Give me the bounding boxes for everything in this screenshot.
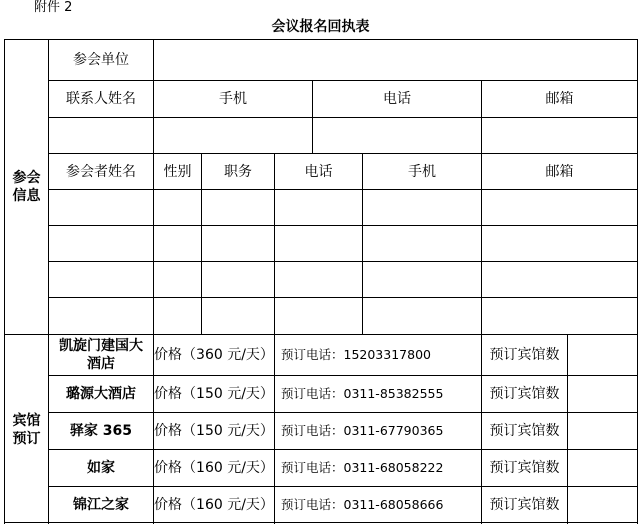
participant-position-field[interactable] [202,298,274,334]
hotel-name: 璐源大酒店 [66,386,136,402]
participant-gender-field[interactable] [154,298,201,334]
hotel-count-field[interactable] [568,413,637,449]
participant-email-field[interactable] [482,298,637,334]
participant-phone-header: 电话 [304,163,333,180]
contact-phone-field[interactable] [313,118,481,153]
form-title: 会议报名回执表 [271,19,370,35]
hotel-count-field[interactable] [568,376,637,412]
participant-position-field[interactable] [202,262,274,297]
participant-name-field[interactable] [49,190,153,225]
participant-gender-field[interactable] [154,262,201,297]
hotel-count-label: 预订宾馆数 [489,386,560,402]
participant-gender-field[interactable] [154,190,201,225]
contact-name-label: 联系人姓名 [66,91,136,107]
contact-email-field[interactable] [482,118,637,153]
participant-name-header: 参会者姓名 [66,163,136,180]
participant-email-field[interactable] [482,190,637,225]
hotel-count-label: 预订宾馆数 [489,347,560,363]
unit-label: 参会单位 [73,52,129,68]
participant-mobile-field[interactable] [363,262,481,297]
hotel-name: 凯旋门建国大 酒店 [59,338,143,372]
participant-mobile-field[interactable] [363,298,481,334]
participant-phone-field[interactable] [275,262,362,297]
hotel-name: 如家 [87,460,115,476]
hotel-count-field[interactable] [568,487,637,522]
participant-email-field[interactable] [482,262,637,297]
contact-mobile-field[interactable] [154,118,312,153]
hotel-booking-phone: 预订电话：0311-85382555 [281,386,444,401]
unit-input-field[interactable] [154,40,637,80]
contact-mobile-label: 手机 [219,91,247,107]
hotel-price: 价格（160 元/天） [154,496,274,513]
participant-email-field[interactable] [482,226,637,261]
participant-phone-field[interactable] [275,190,362,225]
hotel-booking-phone: 预订电话：0311-68058222 [281,460,444,475]
hotel-count-label: 预订宾馆数 [489,423,560,439]
hotel-booking-phone: 预订电话：0311-68058666 [281,496,444,512]
hotel-price: 价格（360 元/天） [154,347,274,363]
contact-phone-label: 电话 [383,91,411,107]
attachment-label: 附件 2 [34,0,73,15]
participant-phone-field[interactable] [275,298,362,334]
participant-position-field[interactable] [202,190,274,225]
participant-position-header: 职务 [224,163,252,180]
hotel-count-field[interactable] [568,450,637,486]
participant-email-header: 邮箱 [545,163,574,180]
hotel-count-field[interactable] [568,335,637,375]
section-label-hotel-booking: 宾馆 预订 [12,412,41,447]
hotel-count-label: 预订宾馆数 [489,460,560,476]
hotel-price: 价格（150 元/天） [154,386,274,402]
hotel-name: 锦江之家 [73,496,129,513]
participant-mobile-field[interactable] [363,226,481,261]
hotel-price: 价格（150 元/天） [154,423,274,439]
participant-name-field[interactable] [49,262,153,297]
hotel-booking-phone: 预订电话：0311-67790365 [281,423,444,438]
participant-gender-header: 性别 [163,163,192,180]
participant-mobile-field[interactable] [363,190,481,225]
participant-name-field[interactable] [49,298,153,334]
contact-name-field[interactable] [49,118,153,153]
hotel-count-label: 预订宾馆数 [489,496,560,513]
participant-name-field[interactable] [49,226,153,261]
hotel-booking-phone: 预订电话：15203317800 [281,347,431,362]
hotel-price: 价格（160 元/天） [154,460,274,476]
contact-email-label: 邮箱 [545,91,574,107]
hotel-name: 驿家 365 [69,423,133,439]
participant-position-field[interactable] [202,226,274,261]
participant-gender-field[interactable] [154,226,201,261]
participant-phone-field[interactable] [275,226,362,261]
section-label-attendee-info: 参会 信息 [12,170,41,204]
participant-mobile-header: 手机 [408,163,436,180]
